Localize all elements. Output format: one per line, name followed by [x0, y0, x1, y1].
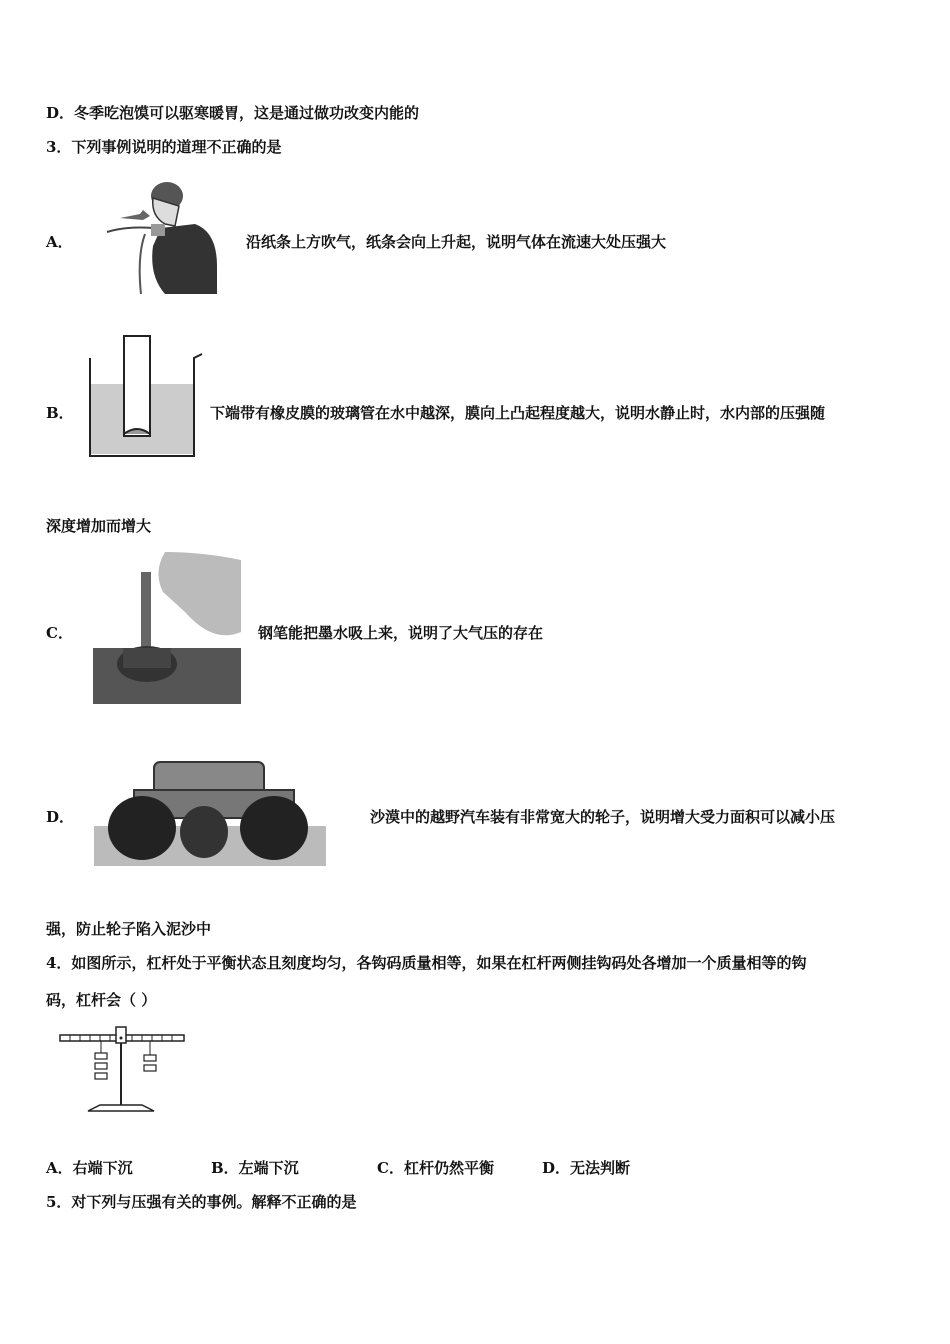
q3-option-b-text: 下端带有橡皮膜的玻璃管在水中越深，膜向上凸起程度越大，说明水静止时，水内部的压强随: [210, 404, 826, 422]
beaker-tube-figure: [84, 334, 204, 462]
offroad-car-figure: [94, 756, 326, 866]
q4-option-b: B．左端下沉: [211, 1159, 299, 1177]
q5-stem: 5．对下列与压强有关的事例。解释不正确的是: [46, 1193, 357, 1211]
q4-option-d: D．无法判断: [542, 1159, 631, 1177]
q3-option-c-text: 钢笔能把墨水吸上来，说明了大气压的存在: [258, 624, 544, 642]
q3-stem: 3．下列事例说明的道理不正确的是: [46, 138, 282, 156]
q3-option-c-label: C．: [46, 624, 73, 642]
q4-stem-line1: 4．如图所示，杠杆处于平衡状态且刻度均匀，各钩码质量相等，如果在杠杆两侧挂钩码处各增加一个质量相等的钩: [46, 954, 807, 972]
q4-stem-line2: 码，杠杆会（ ）: [46, 991, 157, 1009]
q3-option-b-label: B．: [46, 404, 74, 422]
q3-option-a-text: 沿纸条上方吹气，纸条会向上升起，说明气体在流速大处压强大: [246, 233, 667, 251]
q3-option-b-text-cont: 深度增加而增大: [46, 517, 152, 535]
blowing-paper-figure: [105, 176, 223, 298]
q4-option-a: A．右端下沉: [46, 1159, 133, 1177]
q3-option-d-text-cont: 强，防止轮子陷入泥沙中: [46, 920, 212, 938]
q4-option-c: C．杠杆仍然平衡: [377, 1159, 494, 1177]
fountain-pen-ink-figure: [93, 552, 241, 704]
q3-option-a-label: A．: [46, 233, 73, 251]
lever-balance-figure: [58, 1025, 188, 1121]
q3-option-d-text: 沙漠中的越野汽车装有非常宽大的轮子，说明增大受力面积可以减小压: [370, 808, 836, 826]
q2-option-d: D．冬季吃泡馍可以驱寒暖胃，这是通过做功改变内能的: [46, 104, 420, 122]
q3-option-d-label: D．: [46, 808, 75, 826]
